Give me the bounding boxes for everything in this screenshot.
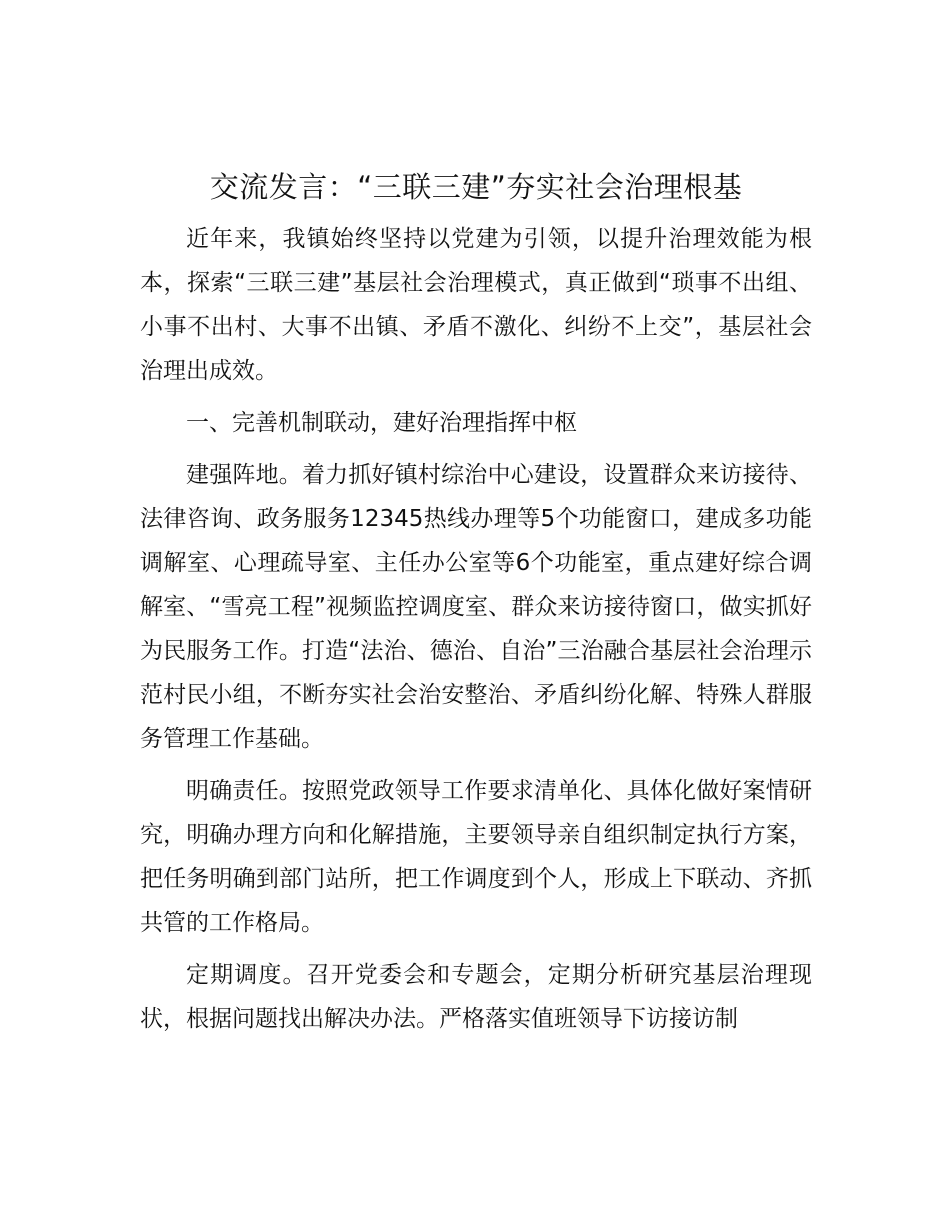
intro-paragraph: 近年来，我镇始终坚持以党建为引领，以提升治理效能为根本，探索“三联三建”基层社会治理模式，真正做到“琐事不出组、小事不出村、大事不出镇、矛盾不激化、纠纷不上交”，基层社会治理出成效。 <box>140 226 812 384</box>
body-paragraph: 建强阵地。着力抓好镇村综治中心建设，设置群众来访接待、法律咨询、政务服务12345热线办理等5个功能窗口，建成多功能调解室、心理疏导室、主任办公室等6个功能室，重点建好综合调解室、“雪亮工程”视频监控调度室、群众来访接待窗口，做实抓好为民服务工作。打造“法治、德治、自治”三治融合基层社会治理示范村民小组，不断夯实社会治安整治、矛盾纠纷化解、特殊人群服务管理工作基础。 <box>140 462 812 752</box>
body-paragraph: 明确责任。按照党政领导工作要求清单化、具体化做好案情研究，明确办理方向和化解措施，主要领导亲自组织制定执行方案，把任务明确到部门站所，把工作调度到个人，形成上下联动、齐抓共管的工作格局。 <box>140 778 812 936</box>
body-paragraph: 定期调度。召开党委会和专题会，定期分析研究基层治理现状，根据问题找出解决办法。严格落实值班领导下访接访制 <box>140 962 812 1032</box>
document-title: 交流发言：“三联三建”夯实社会治理根基 <box>209 170 743 204</box>
document-page <box>140 163 812 1049</box>
section-heading: 一、完善机制联动，建好治理指挥中枢 <box>186 410 577 436</box>
